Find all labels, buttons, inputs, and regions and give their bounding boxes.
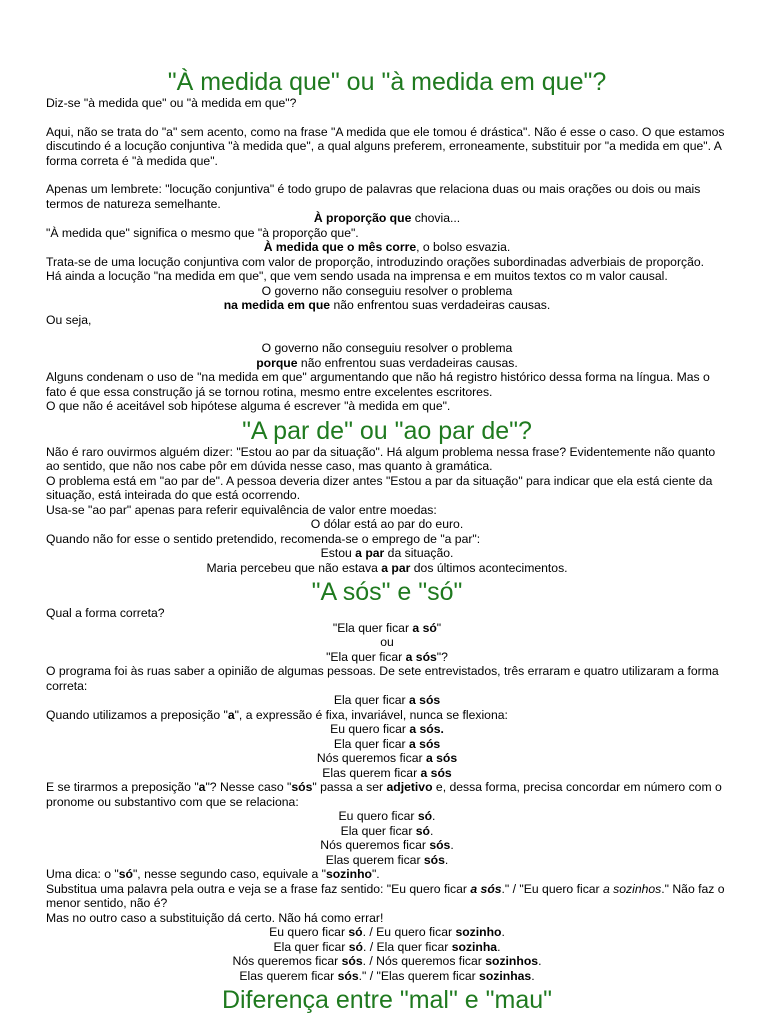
paragraph: Qual a forma correta? — [46, 606, 165, 620]
paragraph: O programa foi às ruas saber a opinião de algumas pessoas. De sete entrevistados, três erraram e quatro utilizaram a forma correta: — [46, 664, 719, 693]
paragraph: Mas no outro caso a substituição dá certo. Não há como errar! — [46, 910, 384, 925]
example-line: Elas querem ficar sós. — [325, 852, 449, 867]
paragraph: Ou seja, — [46, 312, 92, 327]
paragraph: Aqui, não se trata do "a" sem acento, como na frase "A medida que ele tomou é drástica". Não é esse o caso. O que estamos discutindo é a locução conjuntiva "à medida que", a qual alguns preferem, erroneamente, substituir por "a medida em que". A forma correta é "à medida que". — [46, 124, 725, 168]
paragraph: Uma dica: o "só", nesse segundo caso, equivale a "sozinho". — [46, 867, 380, 881]
example-line: Ela quer ficar a sós — [333, 736, 441, 751]
example-line: Nós queremos ficar sós. / Nós queremos ficar sozinhos. — [232, 954, 542, 968]
example-line: na medida em que não enfrentou suas verdadeiras causas. — [223, 298, 551, 312]
example-line: Nós queremos ficar sós. — [320, 838, 454, 852]
paragraph: Não é raro ouvirmos alguém dizer: "Estou ao par da situação". Há algum problema nessa frase? Evidentemente não quanto ao sentido, que não nos cabe pôr em dúvida nesse caso, mas quanto à gramática. — [46, 444, 716, 473]
paragraph: Trata-se de uma locução conjuntiva com valor de proporção, introduzindo orações subordinadas adverbiais de proporção. — [46, 254, 705, 269]
paragraph: "À medida que" significa o mesmo que "à proporção que". — [46, 225, 359, 240]
paragraph: Substitua uma palavra pela outra e veja se a frase faz sentido: "Eu quero ficar a sós." / "Eu quero ficar a sozinhos." Não faz o menor sentido, não é? — [46, 881, 725, 910]
example-line: Estou a par da situação. — [320, 546, 454, 560]
section-title-a-par-de: "A par de" ou "ao par de"? — [242, 416, 532, 445]
example-line: Nós queremos ficar a sós — [316, 751, 458, 765]
example-line: Elas querem ficar a sós — [322, 765, 452, 780]
paragraph: Há ainda a locução "na medida em que", que vem sendo usada na imprensa e em muitos textos co m valor causal. — [46, 269, 668, 283]
example-line: À proporção que chovia... — [313, 211, 461, 225]
example-line: O governo não conseguiu resolver o problema — [261, 283, 513, 298]
paragraph: O problema está em "ao par de". A pessoa deveria dizer antes "Estou a par da situação" para indicar que ela está ciente da situação, está inteirada do que está ocorrendo. — [46, 473, 713, 502]
example-line: Eu quero ficar só. / Eu quero ficar sozinho. — [269, 925, 505, 939]
example-line: "Ela quer ficar a só" — [332, 620, 442, 635]
paragraph: Alguns condenam o uso de "na medida em que" argumentando que não há registro histórico dessa forma na língua. Mas o fato é que essa construção já se tornou rotina, mesmo entre excelentes escritores. — [46, 370, 710, 399]
paragraph: Quando utilizamos a preposição "a", a expressão é fixa, invariável, nunca se flexiona: — [46, 707, 508, 722]
paragraph: Diz-se "à medida que" ou "à medida em que"? — [46, 96, 297, 110]
paragraph: Apenas um lembrete: "locução conjuntiva" é todo grupo de palavras que relaciona duas ou mais orações ou dois ou mais termos de natureza semelhante. — [46, 182, 701, 211]
paragraph: Quando não for esse o sentido pretendido, recomenda-se o emprego de "a par": — [46, 531, 481, 546]
example-line: Eu quero ficar só. — [338, 809, 436, 823]
example-line: Ela quer ficar só. / Ela quer ficar sozinha. — [273, 939, 501, 954]
example-line: "Ela quer ficar a sós"? — [326, 649, 448, 664]
example-line: Elas querem ficar sós." / "Elas querem ficar sozinhas. — [239, 968, 535, 983]
example-line: O dólar está ao par do euro. — [310, 517, 464, 531]
example-line: O governo não conseguiu resolver o problema — [261, 341, 513, 355]
example-line: porque não enfrentou suas verdadeiras causas. — [256, 355, 518, 370]
example-line: Eu quero ficar a sós. — [330, 722, 444, 736]
example-line: À medida que o mês corre, o bolso esvazia. — [263, 240, 511, 254]
section-title-a-sos: "A sós" e "só" — [311, 578, 463, 606]
example-line: Maria percebeu que não estava a par dos últimos acontecimentos. — [206, 560, 568, 575]
example-line: Ela quer ficar a sós — [333, 693, 441, 707]
paragraph: O que não é aceitável sob hipótese alguma é escrever "à medida em que". — [46, 399, 451, 413]
example-line: ou — [380, 635, 394, 649]
section-title-mal-mau: Diferença entre "mal" e "mau" — [221, 986, 553, 1014]
section-title-a-medida-que: "À medida que" ou "à medida em que"? — [167, 68, 607, 96]
example-line: Ela quer ficar só. — [340, 823, 434, 838]
paragraph: E se tirarmos a preposição "a"? Nesse caso "sós" passa a ser adjetivo e, dessa forma, precisa concordar em número com o pronome ou substantivo com que se relaciona: — [46, 780, 722, 809]
paragraph: Usa-se "ao par" apenas para referir equivalência de valor entre moedas: — [46, 502, 437, 517]
